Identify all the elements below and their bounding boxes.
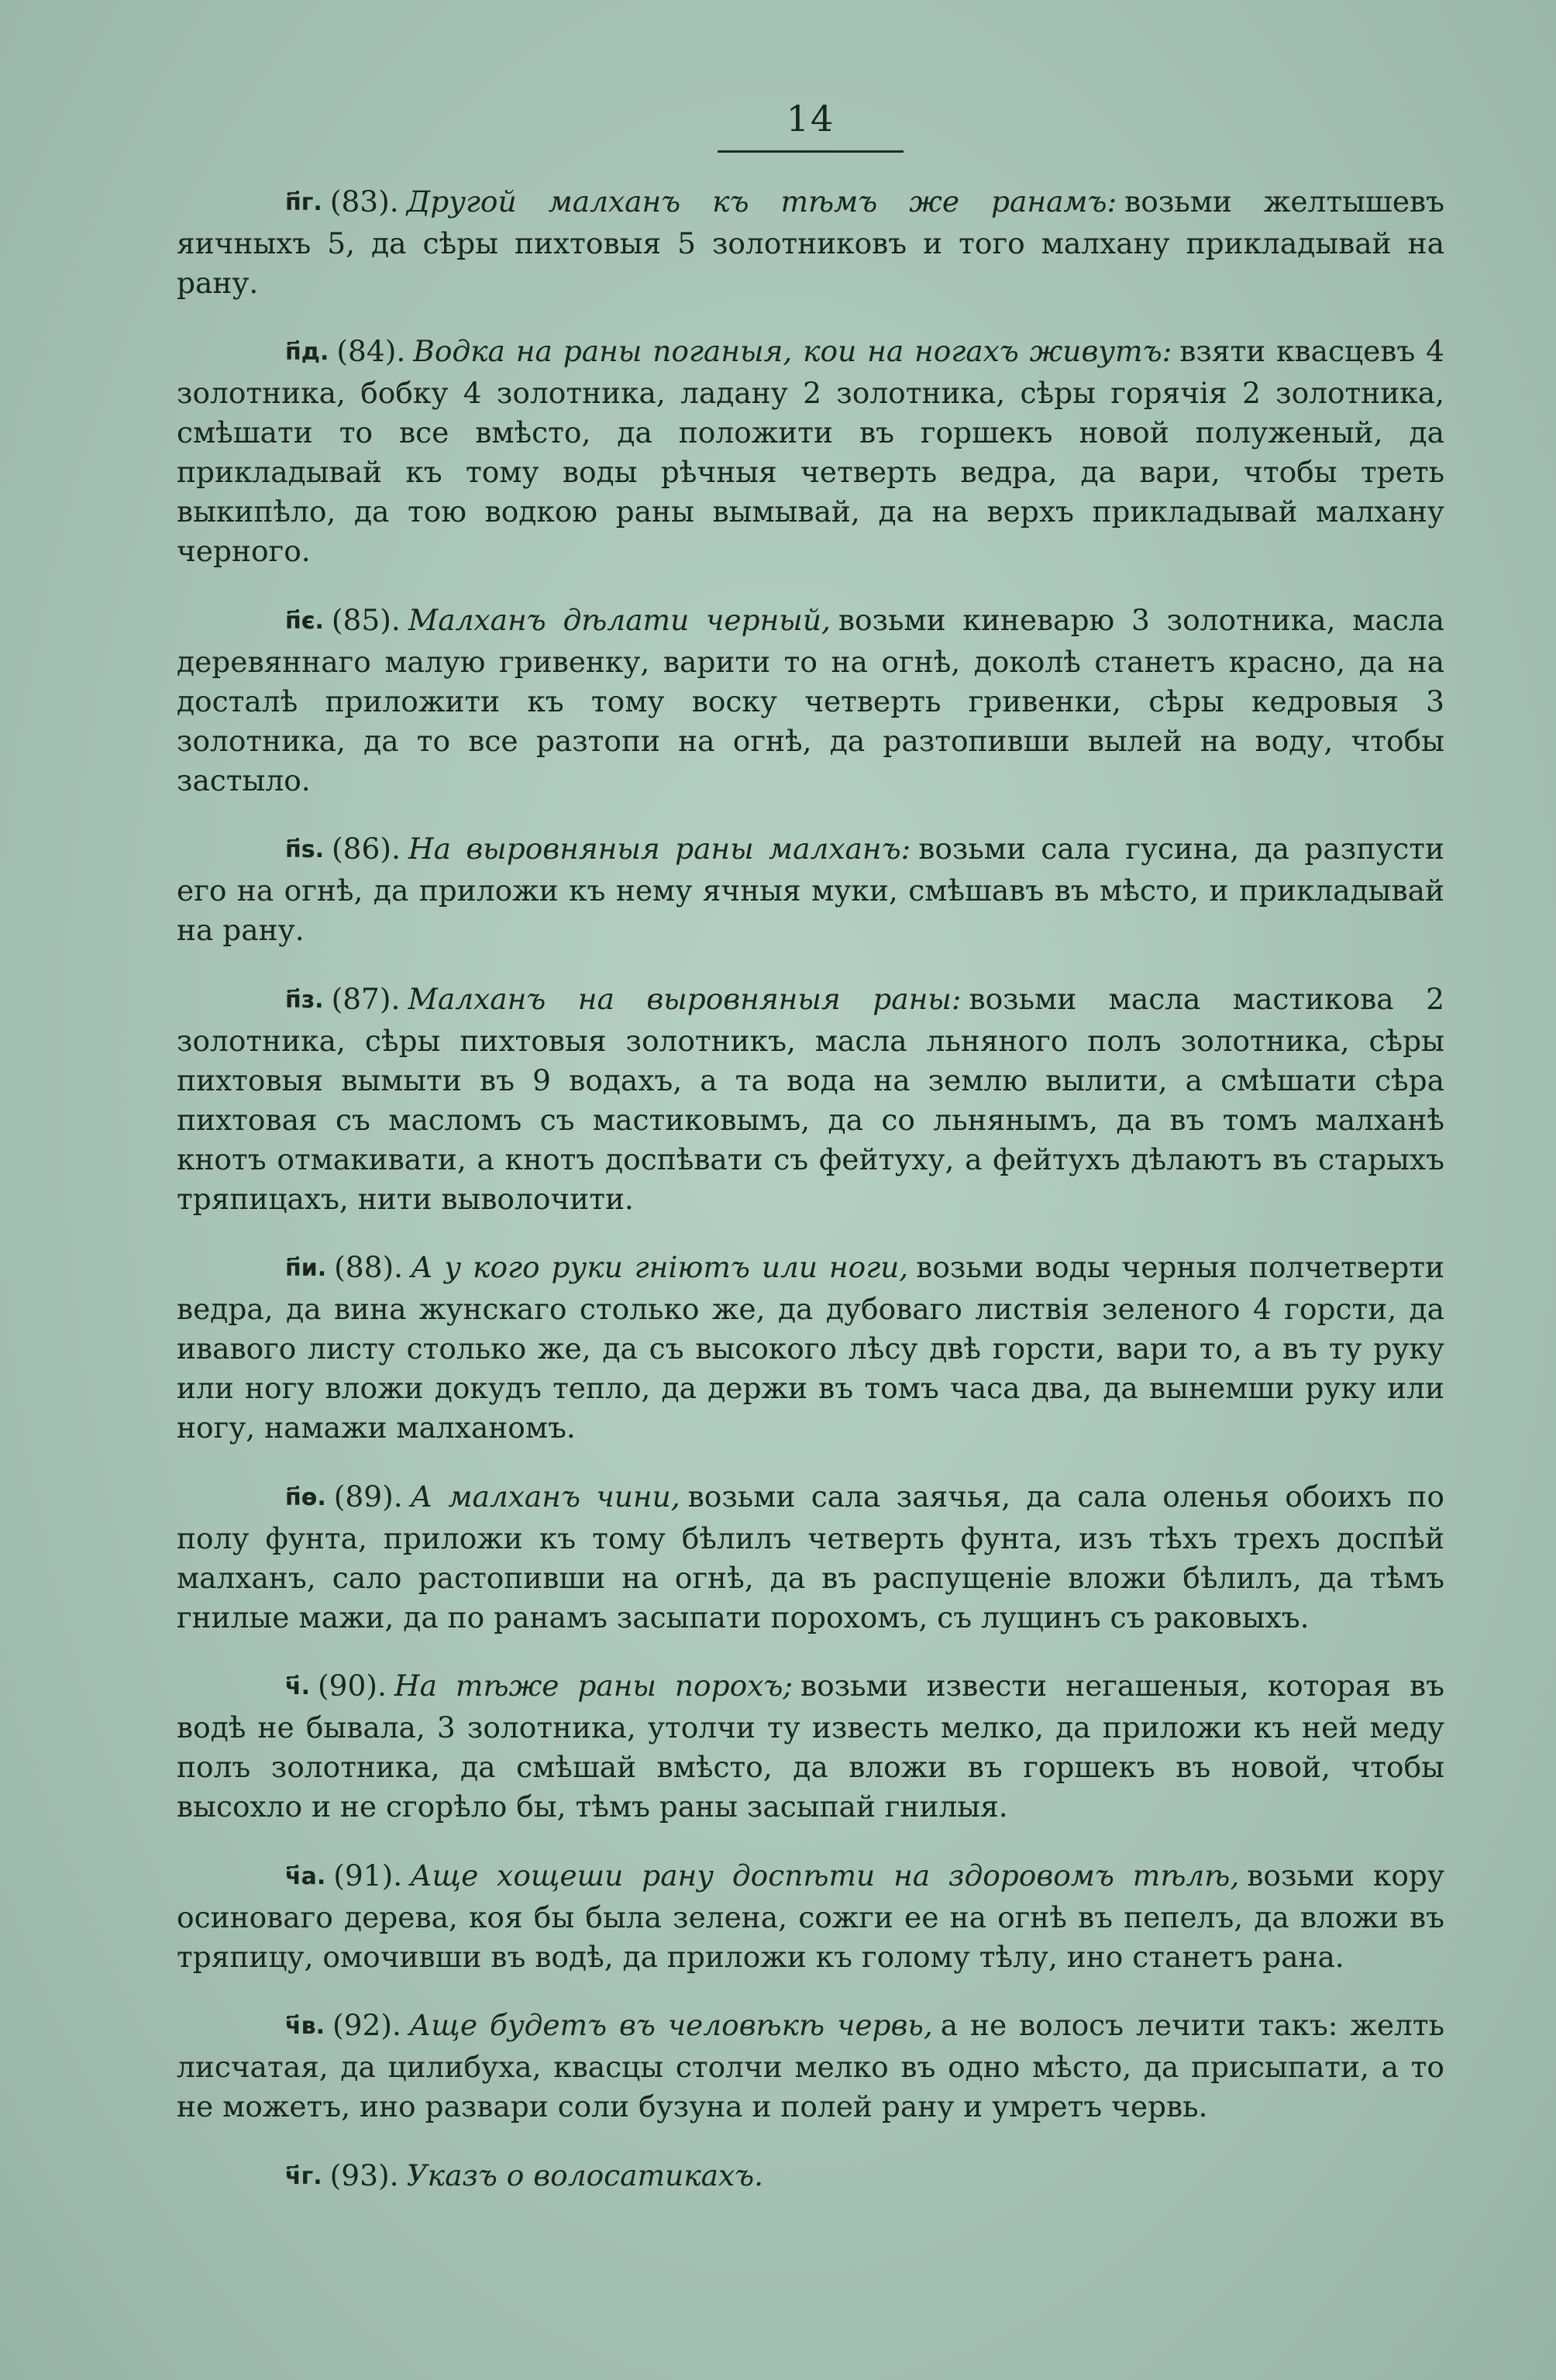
entry-text: возьми сала заячья, да сала оленья обоихъ по полу фунта, приложи къ тому бѣлилъ четверть фунта, изъ тѣхъ трехъ доспѣй малханъ, сало растопивши на огнѣ, да въ распущеніе вложи бѣлилъ, да тѣмъ гнилые мажи, да по ранамъ засыпати порохомъ, съ лущинъ съ раковыхъ. <box>177 1479 1444 1634</box>
entry-marker: п҃г. <box>285 188 322 216</box>
entry-text: возьми сала гусина, да разпусти его на огнѣ, да приложи къ нему ячныя муки, смѣшавъ въ мѣсто, и прикладывай на рану. <box>177 832 1445 947</box>
entry-91 <box>177 1856 1444 1977</box>
entry-number: (90). <box>318 1669 387 1703</box>
entry-title: Водка на раны поганыя, кои на ногахъ живутъ: <box>413 334 1172 368</box>
entry-marker: ч҃г. <box>285 2162 322 2190</box>
entry-marker: п҃ѳ. <box>285 1483 326 1511</box>
entry-title: Аще будетъ въ человѣкѣ червь, <box>408 2008 933 2042</box>
page-number-rule <box>718 150 904 153</box>
entry-88 <box>177 1248 1444 1448</box>
entry-number: (87). <box>331 981 401 1016</box>
entry-90 <box>177 1666 1444 1827</box>
entry-text: возьми желтышевъ яичныхъ 5, да сѣры пихтовыя 5 золотниковъ и того малхану прикладывай на рану. <box>177 184 1444 300</box>
entry-87 <box>177 980 1444 1219</box>
entry-title: Малханъ на выровняныя раны: <box>408 981 962 1016</box>
entry-marker: п҃и. <box>285 1255 327 1282</box>
entry-marker: п҃ѕ. <box>285 836 324 863</box>
entry-marker: п҃з. <box>285 986 324 1014</box>
entry-title: На выровняныя раны малханъ: <box>408 832 911 866</box>
entry-title: Аще хощеши рану доспѣти на здоровомъ тѣлѣ, <box>410 1858 1240 1893</box>
entry-number: (83). <box>329 184 399 219</box>
entry-number: (91). <box>333 1858 403 1893</box>
entry-title: На тѣже раны порохъ; <box>394 1669 793 1703</box>
entry-92 <box>177 2006 1444 2127</box>
entry-marker: п҃д. <box>285 339 329 366</box>
entry-text: возьми киневарю 3 золотника, масла деревяннаго малую гривенку, варити то на огнѣ, доколѣ станетъ красно, да на досталѣ приложити къ тому воску четверть гривенки, сѣры кедровыя 3 золотника, да то все разтопи на огнѣ, да разтопивши вылей на воду, чтобы застыло. <box>177 602 1445 797</box>
page-number: 14 <box>786 98 835 139</box>
entry-marker: ч҃. <box>285 1673 310 1700</box>
entry-number: (85). <box>331 602 401 637</box>
entry-title: А малханъ чини, <box>410 1479 680 1514</box>
entry-title: А у кого руки гніютъ или ноги, <box>411 1250 909 1284</box>
entry-title: Указъ о волосатикахъ. <box>406 2158 764 2192</box>
entry-title: Малханъ дѣлати черный, <box>408 602 831 637</box>
entry-title: Другой малханъ къ тѣмъ же ранамъ: <box>406 184 1117 219</box>
entry-marker: п҃є. <box>285 607 324 635</box>
entry-86 <box>177 829 1444 950</box>
entry-text: возьми воды черныя полчетверти ведра, да вина жунскаго столько же, да дубоваго листвія зеленого 4 горсти, да ивавого листу столько же, да съ высокого лѣсу двѣ горсти, вари то, а въ ту руку или ногу вложи докудъ тепло, да держи въ томъ часа два, да вынемши руку или ногу, намажи малханомъ. <box>177 1250 1444 1445</box>
entry-text: возьми масла мастикова 2 золотника, сѣры пихтовыя золотникъ, масла льняного полъ золотника, сѣры пихтовыя вымыти въ 9 водахъ, а та вода на землю вылити, а смѣшати сѣра пихтовая съ масломъ съ мастиковымъ, да со льнянымъ, да въ томъ малханѣ кнотъ отмакивати, а кнотъ доспѣвати съ фейтуху, а фейтухъ дѣлаютъ въ старыхъ тряпицахъ, нити выволочити. <box>177 981 1444 1216</box>
entry-93 <box>177 2156 1444 2198</box>
entry-89 <box>177 1477 1444 1638</box>
book-page <box>177 98 1445 2213</box>
entry-83 <box>177 182 1444 303</box>
entry-number: (86). <box>331 832 401 866</box>
entry-marker: ч҃а. <box>285 1862 326 1890</box>
entry-text: а не волосъ лечити такъ: желть лисчатая, да цилибуха, квасцы столчи мелко въ одно мѣсто, да присыпати, а то не можетъ, ино развари соли бузуна и полей рану и умретъ червь. <box>177 2008 1445 2123</box>
entry-84 <box>177 332 1444 571</box>
entry-marker: ч҃в. <box>285 2013 325 2040</box>
entry-text: возьми извести негашеныя, которая въ водѣ не бывала, 3 золотника, утолчи ту известь мелко, да приложи къ ней меду полъ золотника, да смѣшай вмѣсто, да вложи въ горшекъ въ новой, чтобы высохло и не сгорѣло бы, тѣмъ раны засыпай гнилыя. <box>177 1669 1444 1824</box>
entry-number: (92). <box>332 2008 401 2042</box>
entry-text: возьми кору осиноваго дерева, коя бы была зелена, сожги ее на огнѣ въ пепелъ, да вложи въ тряпицу, омочивши въ водѣ, да приложи къ голому тѣлу, ино станетъ рана. <box>177 1858 1444 1974</box>
entry-number: (89). <box>333 1479 403 1514</box>
entry-text: взяти квасцевъ 4 золотника, бобку 4 золотника, ладану 2 золотника, сѣры горячія 2 золотника, смѣшати то все вмѣсто, да положити въ горшекъ новой полуженый, да прикладывай къ тому воды рѣчныя четверть ведра, да вари, чтобы треть выкипѣло, да тою водкою раны вымывай, да на верхъ прикладывай малхану черного. <box>177 334 1444 568</box>
entry-85 <box>177 601 1444 801</box>
entry-number: (93). <box>329 2158 399 2192</box>
entry-number: (84). <box>336 334 406 368</box>
entry-number: (88). <box>334 1250 404 1284</box>
